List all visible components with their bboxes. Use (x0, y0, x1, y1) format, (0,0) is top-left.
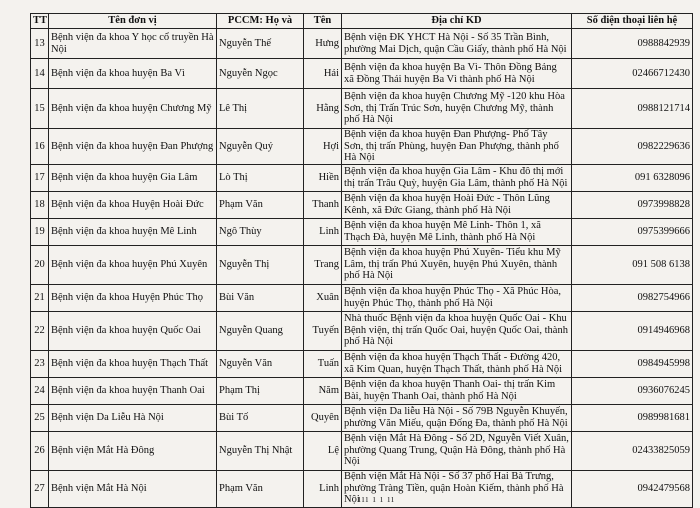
phone-number: 0975399666 (572, 218, 693, 245)
address: Bệnh viện Mắt Hà Nội - Số 37 phố Hai Bà Trưng, phường Tràng Tiền, quận Hoàn Kiếm, thành phố Hà Nội (342, 470, 572, 507)
address: Bệnh viện đa khoa huyện Chương Mỹ -120 khu Hòa Sơn, thị Trấn Trúc Sơn, huyện Chương Mỹ, thành phố Hà Nội (342, 89, 572, 129)
contact-first-name: Quyên (304, 404, 342, 431)
contact-first-name: Hải (304, 59, 342, 89)
contact-last-name: Nguyễn Thế (217, 29, 304, 59)
row-number: 26 (31, 431, 49, 470)
table-row (31, 284, 693, 311)
table-body (31, 29, 693, 508)
table-row (31, 350, 693, 377)
phone-number: 0988842939 (572, 29, 693, 59)
unit-name: Bệnh viện đa khoa Y học cổ truyền Hà Nội (49, 29, 217, 59)
phone-number: 0989981681 (572, 404, 693, 431)
row-number: 24 (31, 377, 49, 404)
row-number: 19 (31, 218, 49, 245)
contact-last-name: Phạm Văn (217, 191, 304, 218)
contact-last-name: Nguyễn Thị Nhật (217, 431, 304, 470)
row-number: 22 (31, 311, 49, 350)
unit-name: Bệnh viện Da Liễu Hà Nội (49, 404, 217, 431)
unit-name: Bệnh viện đa khoa Huyện Phúc Thọ (49, 284, 217, 311)
contact-last-name: Lê Thị (217, 89, 304, 129)
contact-first-name: Linh (304, 470, 342, 507)
header-phone: Số điện thoại liên hệ (572, 14, 693, 29)
phone-number: 0982229636 (572, 129, 693, 165)
unit-name: Bệnh viện đa khoa huyện Đan Phượng (49, 129, 217, 165)
contact-first-name: Tuấn (304, 350, 342, 377)
phone-number: 02466712430 (572, 59, 693, 89)
contact-first-name: Linh (304, 218, 342, 245)
unit-name: Bệnh viện đa khoa huyện Ba Vì (49, 59, 217, 89)
contact-first-name: Hợi (304, 129, 342, 165)
unit-name: Bệnh viện đa khoa huyện Quốc Oai (49, 311, 217, 350)
contact-first-name: Tuyến (304, 311, 342, 350)
phone-number: 02433825059 (572, 431, 693, 470)
table-row (31, 29, 693, 59)
header-contact-first: Tên (304, 14, 342, 29)
header-unit: Tên đơn vị (49, 14, 217, 29)
address: Bệnh viện đa khoa huyện Gia Lâm - Khu đô thị mới thị trấn Trâu Quỳ, huyện Gia Lâm, thành phố Hà Nội (342, 164, 572, 191)
phone-number: 0988121714 (572, 89, 693, 129)
table-row (31, 377, 693, 404)
table-row (31, 311, 693, 350)
address: Bệnh viện đa khoa huyện Đan Phượng- Phố Tây Sơn, thị trấn Phùng, huyện Đan Phượng, thành phố Hà Nội (342, 129, 572, 165)
table-row (31, 59, 693, 89)
row-number: 17 (31, 164, 49, 191)
unit-name: Bệnh viện đa khoa huyện Thạch Thất (49, 350, 217, 377)
row-number: 21 (31, 284, 49, 311)
contact-last-name: Nguyễn Văn (217, 350, 304, 377)
unit-name: Bệnh viện đa khoa huyện Mê Linh (49, 218, 217, 245)
unit-name: Bệnh viện Mắt Hà Đông (49, 431, 217, 470)
contact-last-name: Phạm Thị (217, 377, 304, 404)
phone-number: 0984945998 (572, 350, 693, 377)
unit-name: Bệnh viện đa khoa huyện Gia Lâm (49, 164, 217, 191)
contact-first-name: Lệ (304, 431, 342, 470)
table-row (31, 218, 693, 245)
phone-number: 0973998828 (572, 191, 693, 218)
phone-number: 0936076245 (572, 377, 693, 404)
hospital-contact-table (30, 13, 693, 508)
address: Bệnh viện Mắt Hà Đông - Số 2D, Nguyễn Viết Xuân, phường Quang Trung, Quận Hà Đông, thành phố Hà Nội (342, 431, 572, 470)
address: Bệnh viện đa khoa huyện Mê Linh- Thôn 1, xã Thạch Đà, huyện Mê Linh, thành phố Hà Nội (342, 218, 572, 245)
contact-first-name: Hưng (304, 29, 342, 59)
contact-last-name: Nguyễn Quý (217, 129, 304, 165)
contact-first-name: Hiền (304, 164, 342, 191)
contact-first-name: Trang (304, 245, 342, 284)
contact-last-name: Nguyễn Quang (217, 311, 304, 350)
address: Bệnh viện đa khoa huyện Phú Xuyên- Tiểu khu Mỹ Lâm, thị trấn Phú Xuyên, huyện Phú Xuyên, thành phố Hà Nội (342, 245, 572, 284)
table-row (31, 404, 693, 431)
header-tt: TT (31, 14, 49, 29)
phone-number: 091 6328096 (572, 164, 693, 191)
unit-name: Bệnh viện đa khoa huyện Chương Mỹ (49, 89, 217, 129)
address: Bệnh viện đa khoa huyện Thanh Oai- thị trấn Kim Bài, huyện Thanh Oai, thành phố Hà Nội (342, 377, 572, 404)
contact-first-name: Hằng (304, 89, 342, 129)
row-number: 14 (31, 59, 49, 89)
table-row (31, 164, 693, 191)
contact-last-name: Nguyễn Thị (217, 245, 304, 284)
address: Bệnh viện Da liễu Hà Nội - Số 79B Nguyễn Khuyến, phường Văn Miếu, quận Đống Đa, thành phố Hà Nội (342, 404, 572, 431)
table-row (31, 245, 693, 284)
row-number: 27 (31, 470, 49, 507)
unit-name: Bệnh viện đa khoa Huyện Hoài Đức (49, 191, 217, 218)
contact-last-name: Lò Thị (217, 164, 304, 191)
contact-first-name: Xuân (304, 284, 342, 311)
phone-number: 0982754966 (572, 284, 693, 311)
row-number: 20 (31, 245, 49, 284)
contact-last-name: Bùi Văn (217, 284, 304, 311)
row-number: 13 (31, 29, 49, 59)
contact-first-name: Năm (304, 377, 342, 404)
address: Bệnh viện đa khoa huyện Ba Vì- Thôn Đồng Bảng xã Đồng Thái huyện Ba Vì thành phố Hà Nội (342, 59, 572, 89)
page-footer-mark: ııı ı ı ıı (358, 494, 395, 505)
contact-last-name: Bùi Tố (217, 404, 304, 431)
table-header-row (31, 14, 693, 29)
contact-last-name: Nguyễn Ngọc (217, 59, 304, 89)
header-address: Địa chỉ KD (342, 14, 572, 29)
phone-number: 091 508 6138 (572, 245, 693, 284)
phone-number: 0914946968 (572, 311, 693, 350)
contact-last-name: Phạm Văn (217, 470, 304, 507)
table-row (31, 191, 693, 218)
unit-name: Bệnh viện Mắt Hà Nội (49, 470, 217, 507)
row-number: 25 (31, 404, 49, 431)
table-row (31, 129, 693, 165)
phone-number: 0942479568 (572, 470, 693, 507)
contact-last-name: Ngô Thùy (217, 218, 304, 245)
table-row (31, 431, 693, 470)
header-contact-last: PCCM: Họ và (217, 14, 304, 29)
address: Nhà thuốc Bệnh viện đa khoa huyện Quốc Oai - Khu Bệnh viện, thị trấn Quốc Oai, huyện Quốc Oai, thành phố Hà Nội (342, 311, 572, 350)
address: Bệnh viện ĐK YHCT Hà Nội - Số 35 Trần Bình, phường Mai Dịch, quận Cầu Giấy, thành phố Hà Nội (342, 29, 572, 59)
row-number: 18 (31, 191, 49, 218)
row-number: 15 (31, 89, 49, 129)
row-number: 16 (31, 129, 49, 165)
table-row (31, 89, 693, 129)
row-number: 23 (31, 350, 49, 377)
address: Bệnh viện đa khoa huyện Thạch Thất - Đường 420, xã Kim Quan, huyện Thạch Thất, thành phố Hà Nội (342, 350, 572, 377)
contact-first-name: Thanh (304, 191, 342, 218)
address: Bệnh viện đa khoa huyện Hoài Đức - Thôn Lũng Kênh, xã Đức Giang, thành phố Hà Nội (342, 191, 572, 218)
unit-name: Bệnh viện đa khoa huyện Thanh Oai (49, 377, 217, 404)
unit-name: Bệnh viện đa khoa huyện Phú Xuyên (49, 245, 217, 284)
address: Bệnh viện đa khoa huyện Phúc Thọ - Xã Phúc Hòa, huyện Phúc Thọ, thành phố Hà Nội (342, 284, 572, 311)
